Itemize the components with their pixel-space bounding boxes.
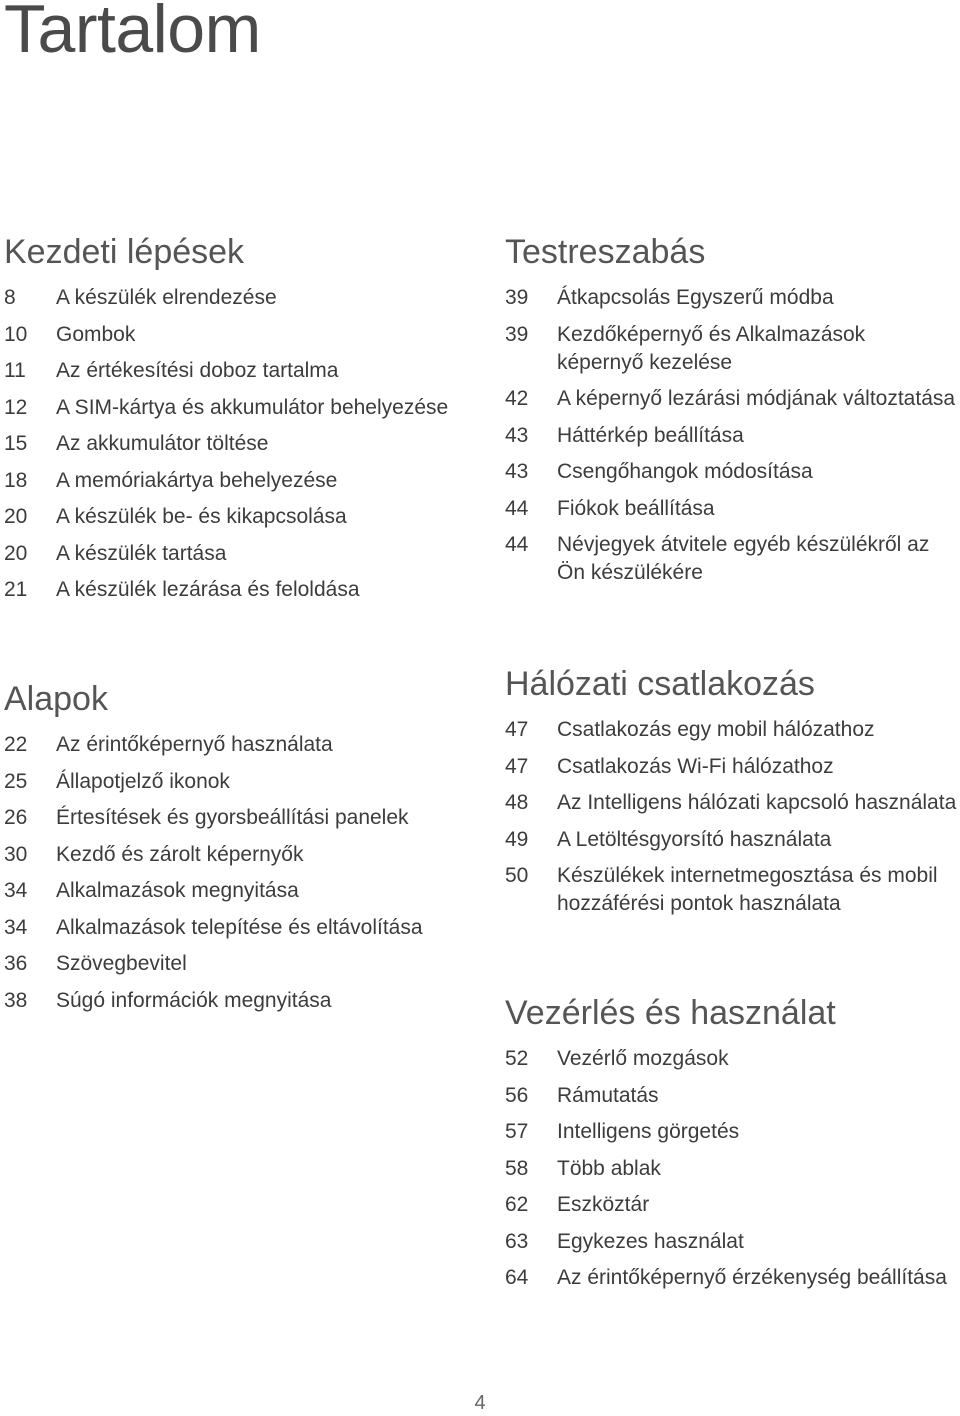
toc-entry[interactable]	[4, 394, 464, 422]
toc-page-number: 47	[505, 754, 529, 778]
toc-entry-title: Több ablak	[557, 1156, 661, 1180]
toc-entry-title: Gombok	[56, 322, 136, 346]
toc-page-number: 34	[4, 879, 28, 902]
toc-entry[interactable]	[505, 1264, 960, 1292]
toc-page-number: 26	[4, 806, 28, 829]
toc-page-number: 8	[4, 286, 16, 309]
toc-entry-title: Rámutatás	[557, 1083, 659, 1107]
toc-entry-title: Alkalmazások telepítése és eltávolítása	[56, 915, 423, 939]
toc-list	[4, 731, 464, 1015]
toc-entry[interactable]	[505, 1228, 960, 1256]
toc-entry[interactable]	[4, 987, 464, 1015]
toc-entry-title: Állapotjelző ikonok	[56, 769, 230, 793]
toc-page-number: 64	[505, 1266, 529, 1289]
toc-page-number: 43	[505, 460, 529, 483]
section-heading: Testreszabás	[505, 233, 706, 271]
toc-page-number: 30	[4, 842, 28, 866]
section-testreszabas	[505, 230, 960, 596]
toc-entry[interactable]	[505, 385, 960, 413]
toc-entry[interactable]	[4, 950, 464, 978]
toc-page-number: 56	[505, 1083, 529, 1107]
toc-page-number: 39	[505, 286, 529, 309]
toc-entry-title: Értesítések és gyorsbeállítási panelek	[56, 806, 409, 829]
toc-page-number: 15	[4, 432, 28, 455]
toc-entry[interactable]	[505, 422, 960, 450]
toc-entry-title: Csengőhangok módosítása	[557, 460, 813, 483]
toc-list	[505, 284, 960, 587]
toc-entry[interactable]	[4, 914, 464, 942]
section-kezdeti-lepesek	[4, 230, 464, 613]
toc-entry-title: Alkalmazások megnyitása	[56, 879, 299, 902]
toc-page-number: 57	[505, 1120, 529, 1143]
toc-page-number: 38	[4, 988, 28, 1012]
toc-page-number: 21	[4, 578, 28, 601]
toc-page-number: 39	[505, 322, 529, 346]
toc-entry[interactable]	[505, 716, 960, 744]
toc-entry[interactable]	[505, 1082, 960, 1110]
toc-entry-title: Csatlakozás egy mobil hálózathoz	[557, 718, 875, 741]
toc-page-number: 62	[505, 1193, 529, 1216]
toc-entry-title: A készülék be- és kikapcsolása	[56, 505, 347, 528]
toc-entry[interactable]	[4, 540, 464, 568]
toc-page-number: 18	[4, 468, 28, 492]
toc-entry-title: Az érintőképernyő érzékenység beállítása	[557, 1266, 947, 1289]
toc-entry-title: Az értékesítési doboz tartalma	[56, 359, 339, 382]
toc-entry[interactable]	[505, 826, 960, 854]
toc-entry-title: A memóriakártya behelyezése	[56, 468, 338, 492]
toc-entry-title: Készülékek internetmegosztása és mobil hozzáférési pontok használata	[557, 864, 938, 915]
toc-entry[interactable]	[4, 467, 464, 495]
toc-entry-title: A képernyő lezárási módjának változtatása	[557, 387, 956, 410]
toc-entry-title: Névjegyek átvitele egyéb készülékről az Ön készülékére	[557, 533, 930, 584]
toc-page-number: 48	[505, 791, 529, 814]
toc-entry[interactable]	[4, 731, 464, 759]
toc-page-number: 11	[4, 359, 26, 382]
page-title: Tartalom	[4, 0, 261, 67]
toc-entry-title: Háttérkép beállítása	[557, 423, 744, 447]
toc-entry-title: Csatlakozás Wi-Fi hálózathoz	[557, 754, 834, 778]
toc-entry-title: A készülék lezárása és feloldása	[56, 578, 360, 601]
toc-entry[interactable]	[4, 357, 464, 385]
section-heading: Kezdeti lépések	[4, 233, 245, 271]
toc-entry-title: Az érintőképernyő használata	[56, 733, 333, 756]
section-heading: Vezérlés és használat	[505, 994, 836, 1032]
toc-page-number: 34	[4, 915, 28, 939]
toc-entry[interactable]	[505, 495, 960, 523]
toc-page-number: 50	[505, 864, 529, 887]
toc-entry[interactable]	[505, 458, 960, 486]
section-halozati-csatlakozas	[505, 662, 960, 927]
toc-list	[505, 716, 960, 918]
section-vezerles-es-hasznalat	[505, 991, 960, 1301]
toc-page-number: 44	[505, 496, 529, 520]
toc-page-number: 44	[505, 533, 529, 556]
toc-entry[interactable]	[505, 789, 960, 817]
section-heading: Alapok	[4, 680, 108, 718]
toc-page-number: 42	[505, 387, 529, 410]
toc-entry-title: A készülék tartása	[56, 541, 227, 565]
toc-entry[interactable]	[505, 1118, 960, 1146]
toc-page-number: 49	[505, 827, 529, 851]
toc-entry-title: Egykezes használat	[557, 1229, 744, 1253]
toc-entry[interactable]	[4, 576, 464, 604]
toc-page-number: 36	[4, 952, 28, 975]
toc-entry[interactable]	[4, 804, 464, 832]
toc-entry-title: A SIM-kártya és akkumulátor behelyezése	[56, 395, 449, 419]
toc-list	[505, 1045, 960, 1292]
toc-page-number: 20	[4, 505, 28, 528]
toc-entry-title: Átkapcsolás Egyszerű módba	[557, 286, 834, 309]
toc-entry-title: A készülék elrendezése	[56, 286, 277, 309]
toc-entry[interactable]	[4, 841, 464, 869]
toc-page-number: 52	[505, 1047, 529, 1070]
toc-page-number: 58	[505, 1156, 529, 1180]
toc-entry-title: Fiókok beállítása	[557, 496, 715, 520]
toc-entry[interactable]	[505, 1155, 960, 1183]
toc-entry-title: Súgó információk megnyitása	[56, 988, 332, 1012]
toc-entry[interactable]	[4, 503, 464, 531]
toc-entry[interactable]	[4, 430, 464, 458]
toc-page-number: 20	[4, 541, 28, 565]
toc-entry[interactable]	[505, 321, 960, 377]
toc-entry[interactable]	[505, 531, 960, 587]
toc-entry-title: Szövegbevitel	[56, 952, 187, 975]
toc-entry[interactable]	[505, 753, 960, 781]
toc-entry[interactable]	[505, 284, 960, 312]
toc-page-number: 63	[505, 1229, 529, 1253]
section-heading: Hálózati csatlakozás	[505, 665, 815, 703]
toc-entry-title: Eszköztár	[557, 1193, 650, 1216]
toc-page-number: 22	[4, 733, 28, 756]
toc-page-number: 43	[505, 423, 529, 447]
toc-entry-title: Kezdőképernyő és Alkalmazások képernyő kezelése	[557, 322, 866, 374]
toc-entry[interactable]	[505, 1045, 960, 1073]
toc-entry-title: Kezdő és zárolt képernyők	[56, 842, 304, 866]
page-number: 4	[474, 1392, 486, 1414]
toc-entry[interactable]	[4, 321, 464, 349]
toc-page-number: 47	[505, 718, 529, 741]
toc-entry-title: A Letöltésgyorsító használata	[557, 827, 832, 851]
toc-entry-title: Vezérlő mozgások	[557, 1047, 729, 1070]
toc-entry[interactable]	[505, 862, 960, 918]
toc-page-number: 25	[4, 769, 28, 793]
toc-entry[interactable]	[4, 877, 464, 905]
toc-entry-title: Az Intelligens hálózati kapcsoló használata	[557, 791, 957, 814]
toc-entry[interactable]	[4, 284, 464, 312]
toc-page-number: 12	[4, 395, 28, 419]
toc-list	[4, 284, 464, 604]
toc-entry[interactable]	[505, 1191, 960, 1219]
toc-entry[interactable]	[4, 768, 464, 796]
section-alapok	[4, 677, 464, 1023]
toc-entry-title: Intelligens görgetés	[557, 1120, 740, 1143]
toc-page-number: 10	[4, 322, 28, 346]
toc-entry-title: Az akkumulátor töltése	[56, 432, 269, 455]
